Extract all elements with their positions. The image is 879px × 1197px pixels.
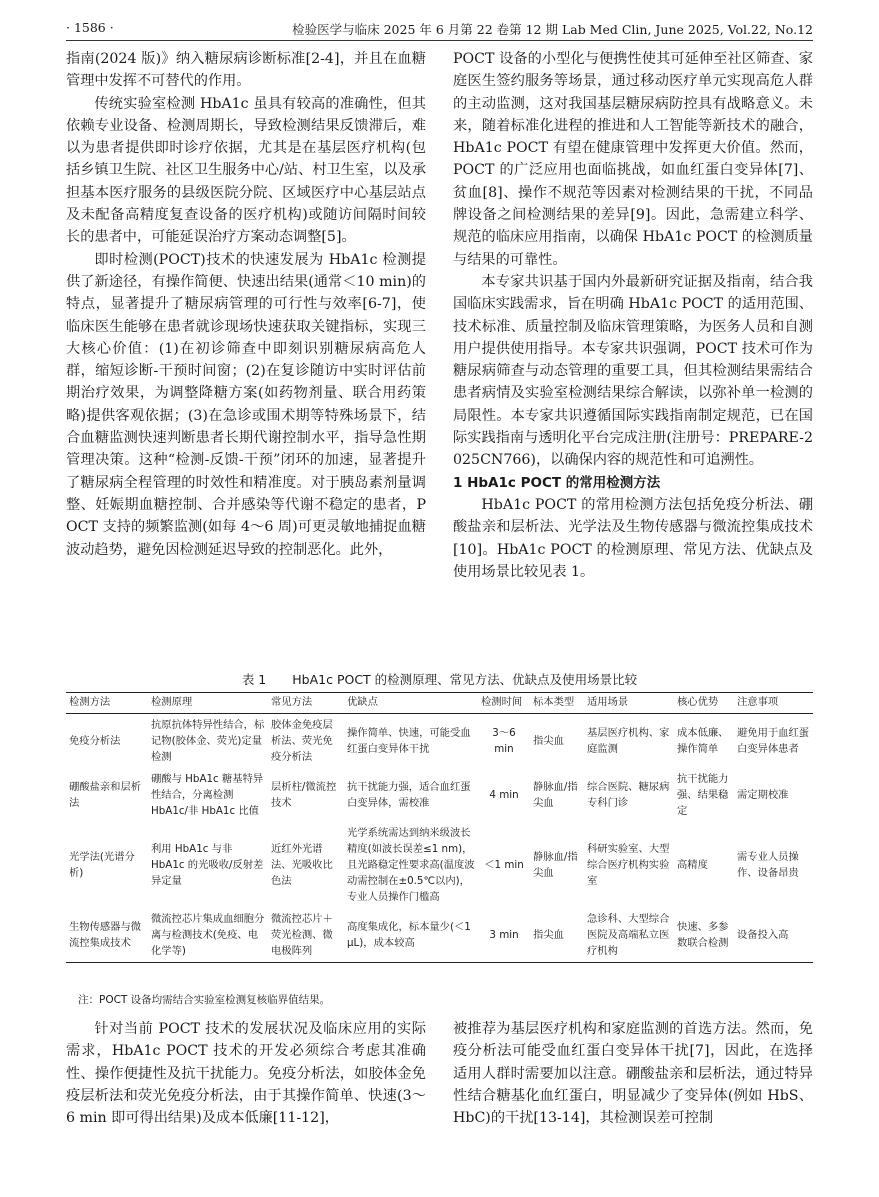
header-rule [66, 40, 813, 41]
header-cell: 检测时间 [478, 693, 530, 714]
paragraph-method-choice: 针对当前 POCT 技术的发展状况及临床应用的实际需求，HbA1c POCT 技术的开发必须综合考虑其准确性、操作便捷性及抗干扰能力。免疫分析法，如胶体金免疫层析法和荧光免疫分析法，由于其操作简单、快速(3～6 min 即可得出结果)及成本低廉[11-12]， [66, 1021, 426, 1127]
table-cell: 4 min [489, 789, 519, 801]
paragraph-continued: 指南(2024 版)》纳入糖尿病诊断标准[2-4]，并且在血糖管理中发挥不可替代的作用。 [66, 51, 426, 90]
table-cell: 基层医疗机构、家庭监测 [587, 727, 670, 755]
table-row [66, 908, 813, 963]
paragraph-traditional-lab: 传统实验室检测 HbA1c 虽具有较高的准确性，但其依赖专业设备、检测周期长，导致检测结果反馈滞后，难以为患者提供即时诊疗依据，尤其是在基层医疗机构(包括乡镇卫生院、社区卫生服务中心/站、村卫生室，以及承担基本医疗服务的县级医院分院、区域医疗中心基层站点及未配备高精度复查设备的医疗机构)或随访间隔时间较长的患者中，可能延误治疗方案动态调整[5]。 [66, 95, 426, 246]
table-cell: 免疫分析法 [69, 735, 121, 747]
header-cell: 检测方法 [66, 693, 148, 714]
table-cell: 指尖血 [533, 735, 564, 747]
paragraph-method-choice-cont: 被推荐为基层医疗机构和家庭监测的首选方法。然而，免疫分析法可能受血红蛋白变异体干扰[7]，因此，在选择适用人群时需要加以注意。硼酸盐亲和层析法，通过特异性结合糖基化血红蛋白，明显减少了变异体(例如 HbS、HbC)的干扰[13-14]，其检测误差可控制 [453, 1021, 813, 1127]
table-cell: 生物传感器与微流控集成技术 [66, 908, 148, 963]
table-cell: 高精度 [677, 859, 708, 871]
table-title: HbA1c POCT 的检测原理、常见方法、优缺点及使用场景比较 [292, 672, 638, 687]
table-cell: 光学法(光谱分析) [69, 851, 135, 879]
table-cell: 快速、多参数联合检测 [674, 908, 734, 963]
table-cell: 静脉血/指尖血 [533, 851, 578, 879]
journal-running-head: 检验医学与临床 2025 年 6 月第 22 卷第 12 期 Lab Med Clin, June 2025, Vol.22, No.12 [292, 22, 813, 37]
header-cell: 标本类型 [530, 693, 584, 714]
table-row [66, 768, 813, 822]
table-cell: 3 min [478, 908, 530, 963]
page-header [66, 18, 813, 40]
table-cell: 科研实验室、大型综合医疗机构实验室 [587, 843, 670, 887]
table-cell: 硼酸盐亲和层析法 [69, 781, 142, 809]
table-cell: 避免用于血红蛋白变异体患者 [737, 727, 810, 755]
table-cell: 静脉血/指尖血 [533, 781, 578, 809]
bottom-left-column [66, 1018, 426, 1190]
table-cell: ＜1 min [484, 859, 524, 871]
table-cell: 成本低廉、操作简单 [677, 727, 729, 755]
table-header-row [66, 693, 813, 714]
table-cell: 抗干扰能力强，适合血红蛋白变异体，需校准 [347, 781, 471, 809]
table-cell: 胶体金免疫层析法、荧光免疫分析法 [271, 719, 333, 763]
table-cell: 光学系统需达到纳米级波长精度(如波长误差≤1 nm)，且光路稳定性要求高(温度波动需控制在±0.5℃以内)，专业人员操作门槛高 [347, 827, 475, 903]
table-row [66, 822, 813, 908]
table-cell: 微流控芯片＋荧光检测、微电极阵列 [268, 908, 344, 963]
table-cell: 利用 HbA1c 与非 HbA1c 的光吸收/反射差异定量 [151, 843, 264, 887]
header-cell: 核心优势 [674, 693, 734, 714]
comparison-table [66, 692, 813, 963]
header-cell: 优缺点 [344, 693, 478, 714]
table-cell: 微流控芯片集成血细胞分离与检测技术(免疫、电化学等) [148, 908, 268, 963]
table-cell: 急诊科、大型综合医院及高端私立医疗机构 [584, 908, 674, 963]
table-cell: 高度集成化，标本量少(＜1 μL)，成本较高 [344, 908, 478, 963]
table-cell: 指尖血 [530, 908, 584, 963]
paragraph-poct-development: 即时检测(POCT)技术的快速发展为 HbA1c 检测提供了新途径，有操作简便、快速出结果(通常＜10 min)的特点，显著提升了糖尿病管理的可行性与效率[6-7]，使临床医生能够在患者就诊现场快速获取关键指标，实现三大核心价值：(1)在初诊筛查中即刻识别糖尿病高危人群，缩短诊断-干预时间窗；(2)在复诊随访中实时评估前期治疗效果，为调整降糖方案(如药物剂量、联合用药策略)提供客观依据；(3)在急诊或围术期等特殊场景下，结合血糖监测快速判断患者长期代谢控制水平，指导急性期管理决策。这种“检测-反馈-干预”闭环的加速，显著提升了糖尿病全程管理的时效性和精准度。对于胰岛素剂量调整、妊娠期血糖控制、合并感染等代谢不稳定的患者，POCT 支持的频繁监测(如每 4～6 周)可更灵敏地捕捉血糖波动趋势，避免因检测延迟导致的控制恶化。此外， [66, 251, 426, 558]
header-cell: 检测原理 [148, 693, 268, 714]
table-cell: 需定期校准 [737, 789, 789, 801]
header-cell: 注意事项 [734, 693, 813, 714]
paragraph-consensus-scope: 本专家共识基于国内外最新研究证据及指南，结合我国临床实践需求，旨在明确 HbA1c POCT 的适用范围、技术标准、质量控制及临床管理策略，为医务人员和自测用户提供使用指导。本专家共识强调，POCT 技术可作为糖尿病筛查与动态管理的重要工具，但其检测结果需结合患者病情及实验室检测结果综合解读，以弥补单一检测的局限性。本专家共识遵循国际实践指南制定规范，已在国际实践指南与透明化平台完成注册(注册号：PREPARE-2025CN766)，以确保内容的规范性和可追溯性。 [453, 273, 813, 469]
table-cell: 硼酸与 HbA1c 糖基特异性结合，分离检测 HbA1c/非 HbA1c 比值 [151, 773, 264, 817]
table-cell: 3～6 min [492, 727, 516, 755]
table-cell: 操作简单、快速，可能受血红蛋白变异体干扰 [347, 727, 471, 755]
table-row [66, 714, 813, 769]
left-column [66, 48, 426, 648]
table-note: 注：POCT 设备均需结合实验室检测复核临界值结果。 [78, 994, 331, 1006]
page-number: · 1586 · [66, 20, 114, 35]
header-cell: 常见方法 [268, 693, 344, 714]
table-cell: 层析柱/微流控技术 [271, 781, 337, 809]
table-number: 表 1 [241, 672, 267, 687]
bottom-right-column [453, 1018, 813, 1190]
paragraph-methods-intro: HbA1c POCT 的常用检测方法包括免疫分析法、硼酸盐亲和层析法、光学法及生物传感器与微流控集成技术[10]。HbA1c POCT 的检测原理、常见方法、优缺点及使用场景比较见表 1。 [453, 496, 813, 580]
table-cell: 抗原抗体特异性结合，标记物(胶体金、荧光)定量检测 [151, 719, 265, 763]
table-cell: 需专业人员操作、设备昂贵 [737, 851, 799, 879]
table-cell: 综合医院、糖尿病专科门诊 [587, 781, 670, 809]
paragraph-poct-portability: POCT 设备的小型化与便携性使其可延伸至社区筛查、家庭医生签约服务等场景，通过移动医疗单元实现高危人群的主动监测，这对我国基层糖尿病防控具有战略意义。未来，随着标准化进程的推进和人工智能等新技术的融合，HbA1c POCT 有望在健康管理中发挥更大价值。然而，POCT 的广泛应用也面临挑战，如血红蛋白变异体[7]、贫血[8]、操作不规范等因素对检测结果的干扰，不同品牌设备之间检测结果的差异[9]。因此，急需建立科学、规范的临床应用指南，以确保 HbA1c POCT 的检测质量与结果的可靠性。 [453, 51, 813, 268]
right-column [453, 48, 813, 648]
table-caption [66, 670, 813, 688]
header-cell: 适用场景 [584, 693, 674, 714]
table-cell: 抗干扰能力强、结果稳定 [677, 773, 729, 817]
section-heading: 1 HbA1c POCT 的常用检测方法 [453, 474, 661, 491]
table-cell: 设备投入高 [734, 908, 813, 963]
table-cell: 近红外光谱法、光吸收比色法 [271, 843, 333, 887]
